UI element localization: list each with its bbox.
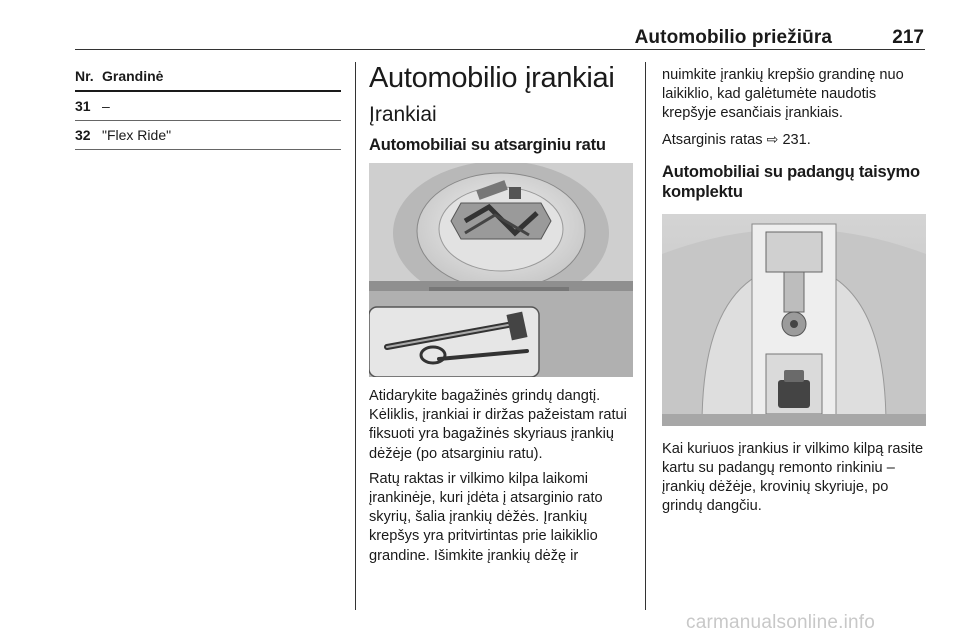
column-divider xyxy=(645,62,646,610)
table-row xyxy=(75,121,341,150)
column-divider xyxy=(355,62,356,610)
repair-kit-paragraph: Kai kuriuos įrankius ir vilkimo kilpą rasite kartu su padangų remonto rinkiniu – įrankių dėžėje, krovinių skyriuje, po grindų dangčiu. xyxy=(662,440,924,515)
watermark: carmanualsonline.info xyxy=(686,612,876,633)
header-rule xyxy=(75,49,925,50)
section-title: Automobilio įrankiai xyxy=(369,62,615,94)
spare-wheel-reference xyxy=(662,130,926,150)
table-row xyxy=(75,92,341,121)
fuse-circuit: – xyxy=(102,98,110,114)
repair-kit-heading: Automobiliai su padangų taisymo komplektu xyxy=(662,162,920,201)
fuse-table-header xyxy=(75,60,341,92)
section-subtitle: Įrankiai xyxy=(369,103,437,126)
content-column-2 xyxy=(369,60,633,566)
spare-wheel-tools-illustration xyxy=(369,163,633,377)
content-column-3 xyxy=(662,66,926,517)
reference-text: Atsarginis ratas xyxy=(662,131,763,148)
spare-wheel-paragraph-1: Atidarykite bagažinės grindų dangtį. Kėliklis, įrankiai ir diržas pažeistam ratui fiksuoti yra bagažinės skyriaus įrankių dėžėje (po atsarginiu ratu). xyxy=(369,388,627,462)
reference-page: 231. xyxy=(782,131,811,148)
fuse-number: 31 xyxy=(75,98,91,114)
header-title: Automobilio priežiūra xyxy=(634,27,832,48)
column-header-nr: Nr. xyxy=(75,68,94,84)
spare-wheel-paragraph-2: Ratų raktas ir vilkimo kilpa laikomi įrankinėje, kuri įdėta į atsarginio rato skyrių, šalia įrankių dėžės. Įrankių krepšys yra pritvirtintas prie laikiklio grandine. Išimkite įrankių dėžę ir xyxy=(369,470,603,564)
repair-kit-illustration xyxy=(662,214,926,426)
fuse-table xyxy=(75,60,341,150)
fuse-circuit: "Flex Ride" xyxy=(102,127,172,143)
page-header xyxy=(0,0,960,52)
page-number: 217 xyxy=(892,27,924,48)
spare-wheel-heading: Automobiliai su atsarginiu ratu xyxy=(369,136,606,154)
spare-wheel-paragraph-continued: nuimkite įrankių krepšio grandinę nuo laikiklio, kad galėtumėte naudotis krepšyje esančiais įrankiais. xyxy=(662,67,904,122)
arrow-reference-icon: ⇨ xyxy=(766,130,779,147)
fuse-number: 32 xyxy=(75,127,91,143)
column-header-circuit: Grandinė xyxy=(102,68,164,84)
